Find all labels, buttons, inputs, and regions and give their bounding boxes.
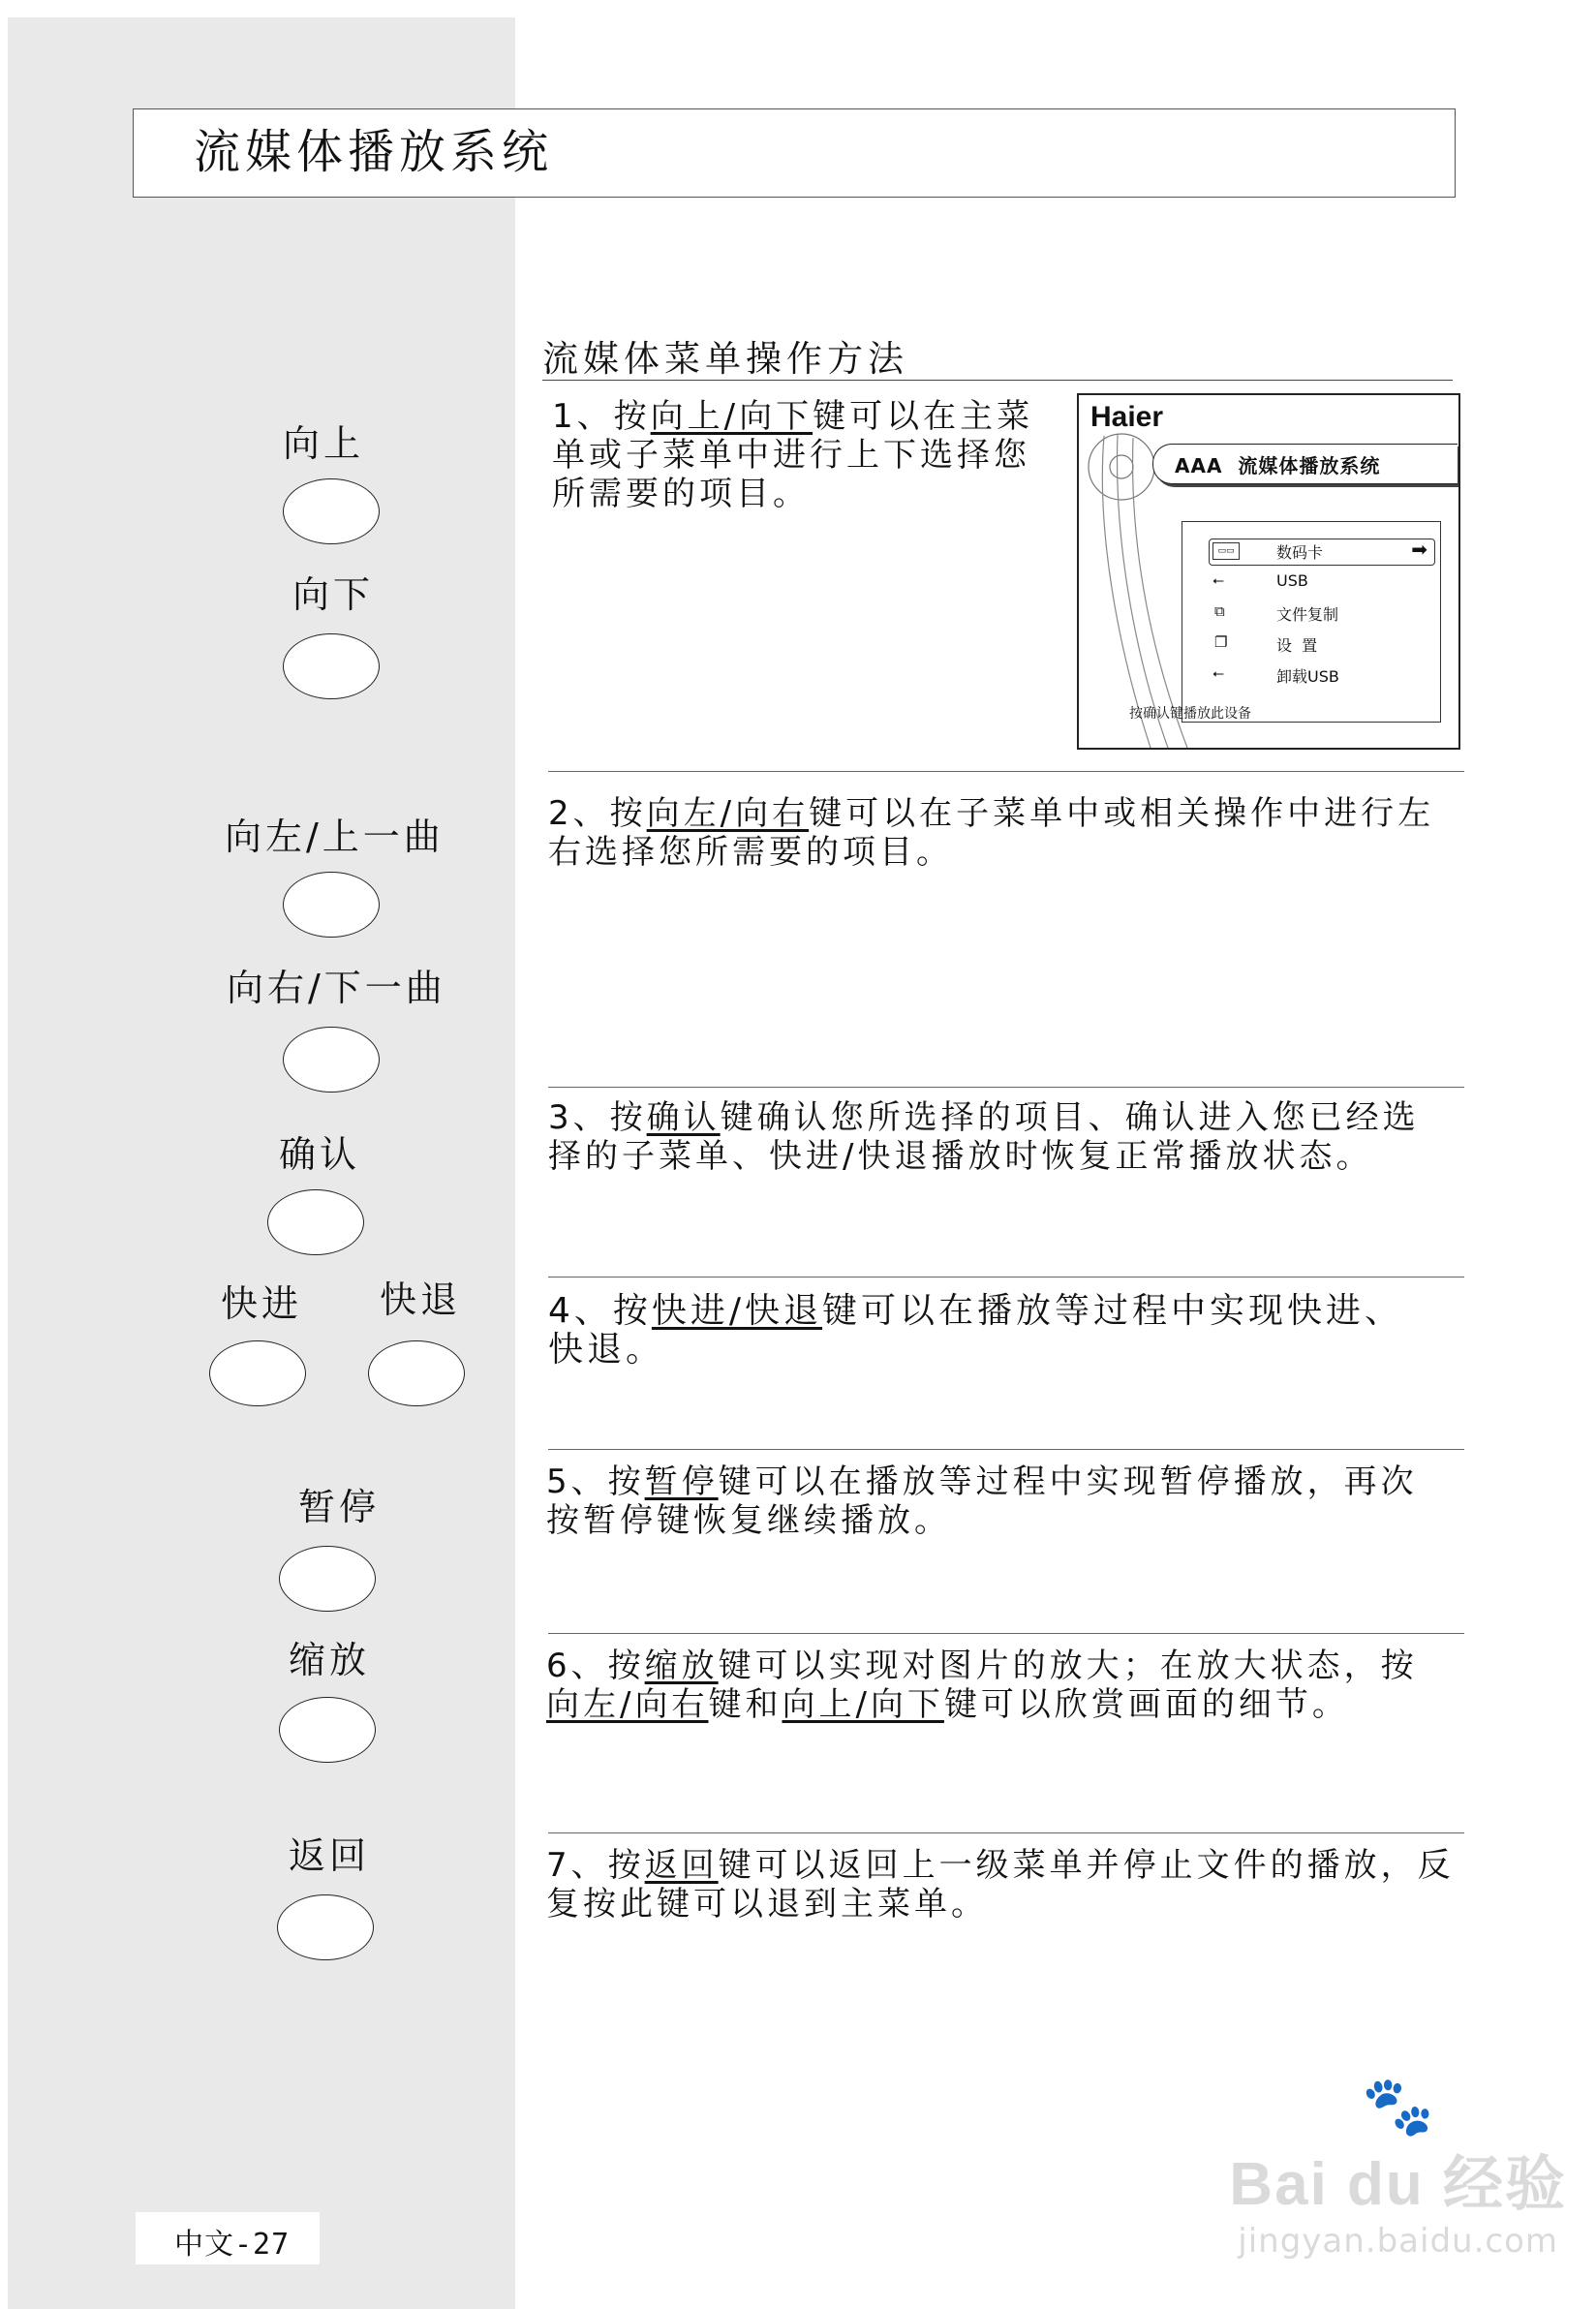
screen-banner (1152, 444, 1458, 484)
baidu-paw-icon: 🐾 (1362, 2073, 1435, 2140)
left-prev-key-button[interactable] (283, 872, 380, 938)
divider (548, 1449, 1464, 1450)
instruction-line: 4、按快进/快退键可以在播放等过程中实现快进、 (548, 1291, 1404, 1331)
zoom-key-button[interactable] (279, 1697, 376, 1763)
instruction-line: 单或子菜单中进行上下选择您 (552, 436, 1030, 475)
key-label-right-next: 向右/下一曲 (227, 967, 446, 1009)
key-reference: 快进/快退 (651, 1291, 823, 1331)
screen-menu-item-5[interactable] (1212, 664, 1431, 688)
screen-hint: 按确认键播放此设备 (1129, 706, 1251, 722)
screen-menu-item-3[interactable] (1212, 602, 1431, 626)
down-key-button[interactable] (283, 633, 380, 699)
usb-icon: ⭠ (1212, 571, 1225, 589)
screen-menu-item-4[interactable] (1212, 633, 1431, 657)
divider (548, 1277, 1464, 1278)
screen-banner-text: AAA 流媒体播放系统 (1175, 454, 1381, 477)
divider (548, 771, 1464, 772)
key-label-down: 向下 (292, 573, 375, 616)
instruction-line: 快退。 (548, 1330, 665, 1370)
divider (548, 1087, 1464, 1088)
screen-menu-illustration (1077, 393, 1460, 750)
instruction-line: 择的子菜单、快进/快退播放时恢复正常播放状态。 (548, 1137, 1373, 1176)
watermark-url: jingyan.baidu.com (1238, 2222, 1559, 2261)
instruction-1 (552, 397, 1065, 513)
screen-menu-label: 数码卡 (1276, 543, 1324, 562)
page-number-box (136, 2212, 320, 2264)
page-header (133, 108, 1456, 198)
screen-menu-item-1[interactable] (1212, 540, 1431, 564)
instruction-4 (548, 1292, 1464, 1370)
instruction-line: 3、按确认键确认您所选择的项目、确认进入您已经选 (548, 1098, 1420, 1137)
file-copy-icon: ⧉ (1214, 602, 1225, 620)
section-divider (542, 380, 1453, 381)
instruction-2 (548, 794, 1464, 872)
instruction-line: 7、按返回键可以返回上一级菜单并停止文件的播放，反 (546, 1846, 1455, 1885)
instruction-3 (548, 1098, 1464, 1176)
memory-card-icon: ▭▭ (1212, 542, 1240, 560)
instruction-line: 2、按向左/向右键可以在子菜单中或相关操作中进行左 (548, 794, 1435, 833)
screen-brand-logo: Haier (1090, 401, 1164, 433)
back-key-button[interactable] (277, 1894, 374, 1960)
fast-forward-key-button[interactable] (209, 1340, 306, 1406)
screen-menu-label: 设 置 (1276, 636, 1318, 655)
screen-menu-label: USB (1276, 571, 1308, 590)
instruction-line: 所需要的项目。 (552, 475, 810, 513)
key-reference: 向左/向右 (546, 1685, 709, 1724)
settings-icon: ❐ (1214, 633, 1228, 651)
key-label-confirm: 确认 (279, 1133, 361, 1176)
instruction-7 (546, 1846, 1476, 1924)
key-label-up: 向上 (283, 422, 365, 465)
left-key-panel (8, 17, 515, 2309)
screen-menu-item-2[interactable] (1212, 571, 1431, 595)
key-label-pause: 暂停 (298, 1486, 381, 1528)
pause-key-button[interactable] (279, 1546, 376, 1612)
key-label-back: 返回 (289, 1834, 371, 1877)
key-label-rewind: 快退 (380, 1278, 462, 1321)
key-reference: 向上/向下 (782, 1685, 944, 1724)
instruction-6 (546, 1647, 1464, 1724)
key-reference: 确认 (646, 1098, 721, 1137)
rewind-key-button[interactable] (368, 1340, 465, 1406)
key-reference: 向上/向下 (650, 397, 813, 436)
instruction-line: 按暂停键恢复继续播放。 (546, 1501, 951, 1540)
instruction-line: 6、按缩放键可以实现对图片的放大；在放大状态，按 (546, 1647, 1418, 1685)
key-label-left-prev: 向左/上一曲 (225, 816, 445, 858)
page-number: 中文-27 (174, 2228, 291, 2262)
screen-menu-label: 卸载USB (1276, 667, 1339, 686)
key-reference: 缩放 (644, 1647, 719, 1685)
instruction-5 (546, 1462, 1464, 1540)
screen-menu-label: 文件复制 (1276, 605, 1339, 624)
divider (548, 1633, 1464, 1634)
key-label-fast-forward: 快进 (221, 1282, 303, 1325)
baidu-watermark (1229, 2073, 1567, 2261)
arrow-right-icon: ➡ (1411, 538, 1427, 561)
key-reference: 暂停 (644, 1462, 719, 1501)
key-reference: 返回 (644, 1846, 719, 1885)
confirm-key-button[interactable] (267, 1189, 364, 1255)
instruction-line: 复按此键可以退到主菜单。 (546, 1885, 988, 1924)
up-key-button[interactable] (283, 478, 380, 544)
right-next-key-button[interactable] (283, 1027, 380, 1093)
instruction-line: 向左/向右键和向上/向下键可以欣赏画面的细节。 (546, 1685, 1349, 1724)
instruction-line: 5、按暂停键可以在播放等过程中实现暂停播放，再次 (546, 1462, 1418, 1501)
watermark-logo-text: Bai du 经验 (1229, 2151, 1567, 2218)
instruction-line: 1、按向上/向下键可以在主菜 (552, 397, 1034, 436)
divider (548, 1832, 1464, 1833)
usb-eject-icon: ⭠ (1212, 664, 1225, 682)
section-title: 流媒体菜单操作方法 (542, 338, 908, 380)
key-label-zoom: 缩放 (289, 1639, 371, 1681)
instruction-line: 右选择您所需要的项目。 (548, 833, 953, 872)
page-title: 流媒体播放系统 (194, 125, 554, 179)
key-reference: 向左/向右 (646, 794, 810, 833)
